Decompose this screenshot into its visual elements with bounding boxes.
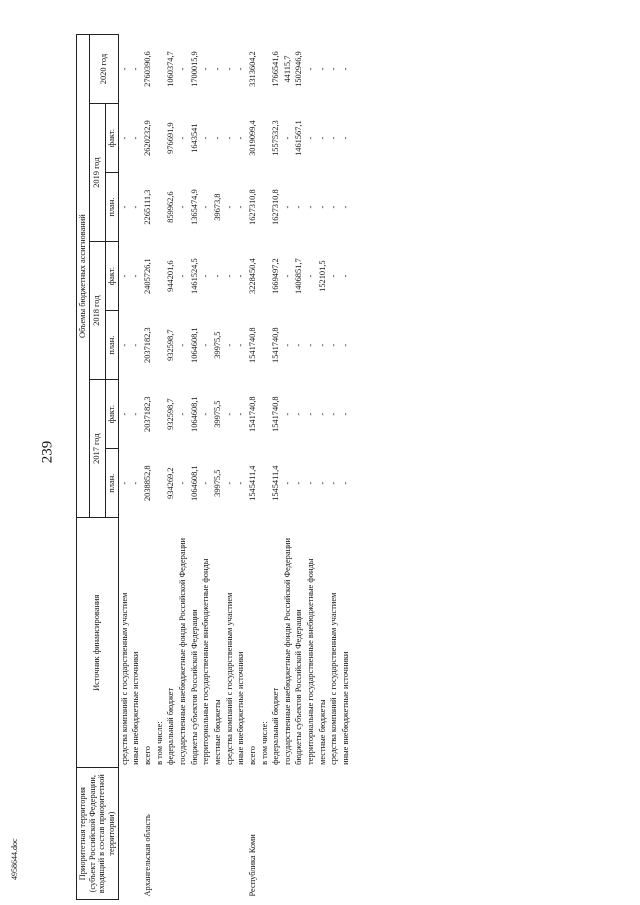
- value-cell: 39673,8: [212, 193, 222, 221]
- value-cell: -: [306, 343, 316, 347]
- source-cell: государственные внебюджетные фонды Российской Федерации: [282, 537, 292, 765]
- value-cell: -: [177, 136, 187, 140]
- value-cell: -: [282, 136, 292, 140]
- table-row: [328, 35, 340, 900]
- value-cell: -: [341, 343, 351, 347]
- region-cell: [328, 768, 340, 900]
- value-cell: -: [212, 67, 222, 71]
- value-cell: -: [329, 343, 339, 347]
- region-cell: [317, 768, 329, 900]
- value-cell: -: [177, 205, 187, 209]
- value-cell: -: [224, 67, 234, 71]
- value-cell: 2037182,3: [142, 327, 152, 363]
- value-cell: 1766541,6: [271, 51, 281, 87]
- value-cell: -: [131, 274, 141, 278]
- value-cell: -: [329, 205, 339, 209]
- source-cell: государственные внебюджетные фонды Российской Федерации: [177, 537, 187, 765]
- value-cell: 2620232,9: [142, 120, 152, 156]
- value-cell: -: [224, 412, 234, 416]
- value-cell: -: [317, 343, 327, 347]
- value-cell: -: [282, 343, 292, 347]
- value-cell: -: [177, 343, 187, 347]
- value-cell: 1545411,4: [271, 465, 281, 501]
- value-cell: -: [317, 412, 327, 416]
- table-row: [270, 35, 282, 900]
- value-cell: 944201,6: [166, 260, 176, 292]
- value-cell: [259, 380, 271, 449]
- table-row: [154, 35, 166, 900]
- region-cell: [118, 768, 130, 900]
- value-cell: 3019099,4: [247, 120, 257, 156]
- table-row: [212, 35, 224, 900]
- value-cell: -: [131, 412, 141, 416]
- value-cell: [154, 242, 166, 311]
- source-cell: территориальные государственные внебюджетные фонды: [306, 558, 316, 765]
- region-cell: [270, 768, 282, 900]
- value-cell: -: [177, 67, 187, 71]
- value-cell: 859962,6: [166, 191, 176, 223]
- value-cell: -: [341, 67, 351, 71]
- value-cell: -: [306, 67, 316, 71]
- value-cell: -: [201, 205, 211, 209]
- value-cell: -: [119, 67, 129, 71]
- region-cell: [305, 768, 317, 900]
- value-cell: -: [119, 481, 129, 485]
- source-cell: всего: [142, 746, 152, 765]
- value-cell: -: [294, 205, 304, 209]
- source-cell: иные внебюджетные источники: [236, 651, 246, 765]
- header-2020: 2020 год: [89, 35, 118, 104]
- value-cell: -: [224, 343, 234, 347]
- header-plan: план.: [105, 173, 118, 242]
- header-2019: 2019 год: [89, 104, 105, 242]
- header-source: Источник финансирования: [77, 518, 119, 768]
- region-cell: [293, 768, 305, 900]
- value-cell: [259, 173, 271, 242]
- source-cell: бюджеты субъектов Российской Федерации: [189, 609, 199, 765]
- header-volumes: Объемы бюджетных ассигнований: [77, 35, 90, 518]
- header-territory: Приоритетная территория (субъект Российской Федерации, входящий в состав приоритетной территории): [77, 768, 119, 900]
- value-cell: -: [131, 205, 141, 209]
- region-cell: [154, 768, 166, 900]
- value-cell: 1406851,7: [294, 258, 304, 294]
- value-cell: -: [306, 274, 316, 278]
- header-plan: план.: [105, 449, 118, 518]
- region-cell: [224, 768, 236, 900]
- value-cell: -: [119, 136, 129, 140]
- value-cell: -: [306, 481, 316, 485]
- value-cell: 2405726,1: [142, 258, 152, 294]
- region-cell: [282, 768, 294, 900]
- value-cell: -: [119, 343, 129, 347]
- header-fact: факт.: [105, 104, 118, 173]
- value-cell: -: [212, 274, 222, 278]
- header-fact: факт.: [105, 380, 118, 449]
- source-cell: федеральный бюджет: [271, 687, 281, 765]
- value-cell: -: [201, 343, 211, 347]
- value-cell: -: [201, 67, 211, 71]
- value-cell: 1627310,8: [271, 189, 281, 225]
- table-row: [259, 35, 271, 900]
- region-cell: [177, 768, 189, 900]
- value-cell: [154, 311, 166, 380]
- region-cell: Архангельская область: [142, 814, 152, 897]
- value-cell: 1545411,4: [247, 465, 257, 501]
- value-cell: -: [329, 274, 339, 278]
- value-cell: 39975,5: [212, 469, 222, 497]
- value-cell: -: [236, 481, 246, 485]
- value-cell: [259, 242, 271, 311]
- value-cell: 1064608,1: [189, 396, 199, 432]
- rotated-table-page: [76, 34, 588, 900]
- value-cell: 39975,5: [212, 400, 222, 428]
- source-cell: средства компаний с государственным участием: [224, 592, 234, 765]
- value-cell: -: [177, 412, 187, 416]
- budget-allocations-table: [76, 34, 352, 900]
- value-cell: 39975,5: [212, 331, 222, 359]
- value-cell: -: [201, 412, 211, 416]
- value-cell: -: [224, 481, 234, 485]
- source-cell: федеральный бюджет: [166, 687, 176, 765]
- value-cell: -: [236, 205, 246, 209]
- header-2018: 2018 год: [89, 242, 105, 380]
- value-cell: -: [282, 412, 292, 416]
- value-cell: 934269,2: [166, 467, 176, 499]
- value-cell: -: [294, 343, 304, 347]
- value-cell: 1502946,9: [294, 51, 304, 87]
- table-row: [165, 35, 177, 900]
- source-cell: в том числе:: [154, 721, 164, 765]
- value-cell: -: [201, 136, 211, 140]
- value-cell: [154, 173, 166, 242]
- value-cell: -: [236, 343, 246, 347]
- value-cell: 1557532,3: [271, 120, 281, 156]
- value-cell: 2038852,8: [142, 465, 152, 501]
- value-cell: 1365474,9: [189, 189, 199, 225]
- value-cell: -: [317, 205, 327, 209]
- value-cell: -: [131, 481, 141, 485]
- page-number: 239: [39, 440, 56, 464]
- value-cell: [259, 104, 271, 173]
- value-cell: 3313604,2: [247, 51, 257, 87]
- value-cell: -: [282, 205, 292, 209]
- value-cell: -: [236, 136, 246, 140]
- value-cell: -: [201, 274, 211, 278]
- header-fact: факт.: [105, 242, 118, 311]
- table-row: [317, 35, 329, 900]
- value-cell: -: [317, 136, 327, 140]
- table-row: [189, 35, 201, 900]
- value-cell: 1541740,8: [247, 327, 257, 363]
- value-cell: 2037182,3: [142, 396, 152, 432]
- value-cell: 1461567,1: [294, 120, 304, 156]
- value-cell: -: [341, 205, 351, 209]
- table-row: [142, 35, 154, 900]
- value-cell: 1669497,2: [271, 258, 281, 294]
- value-cell: -: [131, 343, 141, 347]
- source-cell: иные внебюджетные источники: [341, 651, 351, 765]
- value-cell: [154, 380, 166, 449]
- value-cell: 1627310,8: [247, 189, 257, 225]
- value-cell: -: [329, 481, 339, 485]
- value-cell: -: [131, 67, 141, 71]
- source-cell: местные бюджеты: [212, 699, 222, 765]
- region-cell: [130, 768, 142, 900]
- value-cell: -: [341, 136, 351, 140]
- value-cell: [154, 449, 166, 518]
- value-cell: 2265111,3: [142, 189, 152, 225]
- value-cell: -: [177, 274, 187, 278]
- value-cell: -: [282, 481, 292, 485]
- value-cell: -: [177, 481, 187, 485]
- value-cell: 932598,7: [166, 398, 176, 430]
- value-cell: -: [306, 412, 316, 416]
- value-cell: -: [282, 274, 292, 278]
- value-cell: 1064608,1: [189, 327, 199, 363]
- value-cell: [259, 35, 271, 104]
- value-cell: 3228450,4: [247, 258, 257, 294]
- table-row: [177, 35, 189, 900]
- value-cell: -: [212, 136, 222, 140]
- value-cell: -: [329, 67, 339, 71]
- region-cell: [189, 768, 201, 900]
- value-cell: 1541740,8: [247, 396, 257, 432]
- value-cell: -: [341, 481, 351, 485]
- value-cell: -: [306, 205, 316, 209]
- value-cell: 1541740,8: [271, 327, 281, 363]
- value-cell: -: [341, 412, 351, 416]
- table-body: [118, 35, 352, 900]
- table-row: [118, 35, 130, 900]
- footer-doc-name: 4958644.doc: [10, 838, 19, 880]
- value-cell: -: [317, 481, 327, 485]
- value-cell: 152101,5: [317, 260, 327, 292]
- value-cell: -: [119, 412, 129, 416]
- value-cell: -: [306, 136, 316, 140]
- header-plan: план.: [105, 311, 118, 380]
- value-cell: -: [224, 136, 234, 140]
- table-row: [282, 35, 294, 900]
- region-cell: [212, 768, 224, 900]
- source-cell: бюджеты субъектов Российской Федерации: [294, 609, 304, 765]
- source-cell: средства компаний с государственным участием: [119, 592, 129, 765]
- source-cell: территориальные государственные внебюджетные фонды: [201, 558, 211, 765]
- value-cell: 2760390,6: [142, 51, 152, 87]
- value-cell: 1060374,7: [166, 51, 176, 87]
- value-cell: -: [224, 274, 234, 278]
- region-cell: Республика Коми: [247, 834, 257, 897]
- region-cell: [259, 768, 271, 900]
- value-cell: -: [294, 481, 304, 485]
- value-cell: -: [329, 136, 339, 140]
- table-row: [235, 35, 247, 900]
- value-cell: -: [329, 412, 339, 416]
- value-cell: 44115,7: [282, 55, 292, 83]
- table-row: [340, 35, 352, 900]
- value-cell: [259, 449, 271, 518]
- table-header: [77, 35, 119, 900]
- value-cell: -: [294, 412, 304, 416]
- value-cell: [154, 35, 166, 104]
- value-cell: -: [201, 481, 211, 485]
- value-cell: -: [236, 67, 246, 71]
- header-2017: 2017 год: [89, 380, 105, 518]
- value-cell: 1461524,5: [189, 258, 199, 294]
- value-cell: -: [236, 412, 246, 416]
- value-cell: -: [341, 274, 351, 278]
- value-cell: -: [119, 205, 129, 209]
- source-cell: средства компаний с государственным участием: [329, 592, 339, 765]
- value-cell: 976691,9: [166, 122, 176, 154]
- source-cell: иные внебюджетные источники: [131, 651, 141, 765]
- value-cell: 932598,7: [166, 329, 176, 361]
- value-cell: [259, 311, 271, 380]
- value-cell: [154, 104, 166, 173]
- table-row: [305, 35, 317, 900]
- value-cell: 1064608,1: [189, 465, 199, 501]
- region-cell: [235, 768, 247, 900]
- table-row: [224, 35, 236, 900]
- table-row: [130, 35, 142, 900]
- value-cell: -: [119, 274, 129, 278]
- source-cell: в том числе:: [259, 721, 269, 765]
- value-cell: -: [131, 136, 141, 140]
- source-cell: местные бюджеты: [317, 699, 327, 765]
- table-row: [247, 35, 259, 900]
- region-cell: [340, 768, 352, 900]
- table-row: [293, 35, 305, 900]
- value-cell: -: [224, 205, 234, 209]
- region-cell: [200, 768, 212, 900]
- region-cell: [165, 768, 177, 900]
- table-row: [200, 35, 212, 900]
- value-cell: -: [236, 274, 246, 278]
- source-cell: всего: [247, 746, 257, 765]
- value-cell: 1643541: [189, 123, 199, 153]
- value-cell: 1700015,9: [189, 51, 199, 87]
- value-cell: 1541740,8: [271, 396, 281, 432]
- value-cell: -: [317, 67, 327, 71]
